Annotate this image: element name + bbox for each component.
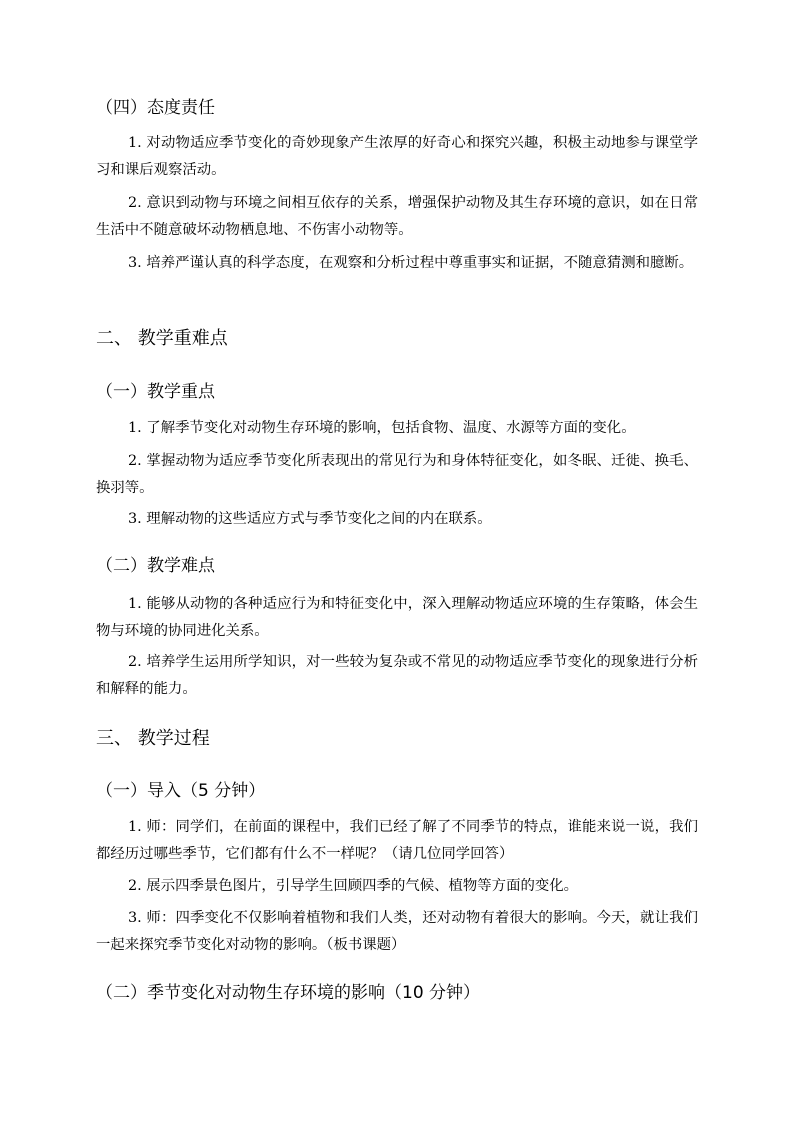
list-item: 3. 师：四季变化不仅影响着植物和我们人类，还对动物有着很大的影响。今天，就让我们一起来探究季节变化对动物的影响。（板书课题）	[96, 910, 698, 953]
list-item: 1. 了解季节变化对动物生存环境的影响，包括食物、温度、水源等方面的变化。	[128, 420, 636, 436]
section-heading-attitude: （四）态度责任	[96, 98, 215, 118]
list-item: 2. 培养学生运用所学知识，对一些较为复杂或不常见的动物适应季节变化的现象进行分析和解释的能力。	[96, 654, 698, 697]
list-item: 2. 意识到动物与环境之间相互依存的关系，增强保护动物及其生存环境的意识，如在日常生活中不随意破坏动物栖息地、不伤害小动物等。	[96, 195, 698, 238]
chapter-heading-process: 三、 教学过程	[96, 728, 210, 749]
list-item: 2. 展示四季景色图片，引导学生回顾四季的气候、植物等方面的变化。	[128, 878, 579, 894]
section-heading-intro: （一）导入（5 分钟）	[96, 781, 266, 801]
section-heading-difficulty: （二）教学难点	[96, 556, 215, 576]
list-item: 3. 理解动物的这些适应方式与季节变化之间的内在联系。	[128, 511, 492, 527]
list-item: 1. 师：同学们，在前面的课程中，我们已经了解了不同季节的特点，谁能来说一说，我们都经历过哪些季节，它们都有什么不一样呢？（请几位同学回答）	[96, 819, 698, 862]
list-item: 2. 掌握动物为适应季节变化所表现出的常见行为和身体特征变化，如冬眠、迁徙、换毛、换羽等。	[96, 453, 698, 496]
chapter-heading-key-points: 二、 教学重难点	[96, 328, 228, 349]
list-item: 1. 对动物适应季节变化的奇妙现象产生浓厚的好奇心和探究兴趣，积极主动地参与课堂学习和课后观察活动。	[96, 135, 698, 178]
section-heading-focus: （一）教学重点	[96, 382, 215, 402]
list-item: 1. 能够从动物的各种适应行为和特征变化中，深入理解动物适应环境的生存策略，体会生物与环境的协同进化关系。	[96, 596, 698, 639]
section-heading-impact: （二）季节变化对动物生存环境的影响（10 分钟）	[96, 983, 481, 1003]
list-item: 3. 培养严谨认真的科学态度，在观察和分析过程中尊重事实和证据，不随意猜测和臆断。	[128, 255, 694, 271]
